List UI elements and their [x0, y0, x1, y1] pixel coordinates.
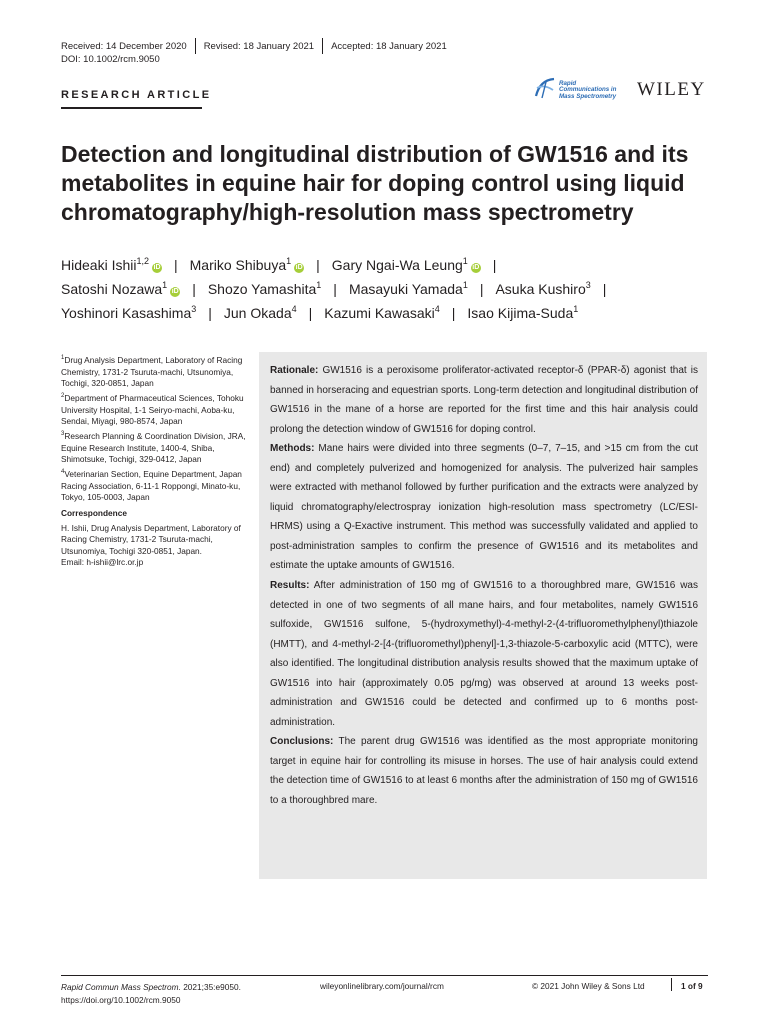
correspondence-text: H. Ishii, Drug Analysis Department, Laboratory of Racing Chemistry, 1731-2 Tsuruta-machi, Utsunomiya, Tochigi 320-0851, Japan. Email: h-ishii@lrc.or.jp — [61, 523, 251, 569]
author[interactable]: Satoshi Nozawa$^1$iD — [61, 280, 179, 297]
orcid-icon[interactable]: iD — [153, 264, 161, 271]
abstract-results: Results: After administration of 150 mg of GW1516 to a thoroughbred mare, GW1516 was detected in one of two segments of all mane hairs, and four metabolites, namely GW1516 sulfoxide, GW1516 sulfone, 5-(hydroxymethyl)-4-methyl-2-(4-trifluoromethylphenyl)thiazole (HMTT), and 4-methyl-2-[4-(trifluoromethyl)phenyl]-1,3-thiazole-5-carboxylic acid (MTTC), were also identified. The longitudinal distribution analysis results showed that the maximum uptake of GW1516 into hair (approximately 0.05 pg/mg) was observed at around 13 weeks post-administration and GW1516 could be detected and confirmed up to 6 months post-administration. — [270, 580, 698, 728]
author[interactable]: Shozo Yamashita$^1$ — [207, 280, 322, 297]
author-separator: | — [602, 281, 607, 297]
abstract-conclusions: Conclusions: The parent drug GW1516 was identified as the most appropriate monitoring target in equine hair for controlling its misuse in horses. The use of hair analysis could extend the detection time of GW1516 to at least 6 months after the administration of 150 mg of GW1516 to a thoroughbred mare. — [270, 736, 698, 807]
section-underline — [61, 107, 202, 109]
abstract-box — [259, 352, 707, 879]
divider — [322, 38, 323, 54]
author[interactable]: Mariko Shibuya$^1$iD — [189, 256, 303, 273]
section-label: RESEARCH ARTICLE — [61, 89, 212, 101]
author[interactable]: Asuka Kushiro$^3$ — [495, 280, 591, 297]
author[interactable]: Hideaki Ishii$^{1,2}$iD — [61, 256, 161, 273]
correspondence-email[interactable]: Email: h-ishii@lrc.or.jp — [61, 557, 144, 567]
author-separator: | — [308, 305, 313, 321]
orcid-icon[interactable]: iD — [171, 288, 179, 295]
affiliations — [61, 355, 251, 572]
footer-citation: Rapid Commun Mass Spectrom. 2021;35:e9050. https://doi.org/10.1002/rcm.9050 — [61, 982, 241, 1005]
doi[interactable]: DOI: 10.1002/rcm.9050 — [61, 54, 160, 65]
author[interactable]: Isao Kijima-Suda$^1$ — [467, 304, 579, 321]
affiliation: $^2$Department of Pharmaceutical Sciences, Tohoku University Hospital, 1-1 Seiryo-machi, Aoba-ku, Sendai, Miyagi, 980-8574, Japan — [61, 393, 244, 426]
author[interactable]: Jun Okada$^4$ — [223, 304, 297, 321]
affiliation: $^3$Research Planning & Coordination Division, JRA, Equine Research Institute, 1400-4, Shiba, Shimotsuke, Tochigi, 329-0412, Japan — [61, 431, 246, 464]
author-separator: | — [208, 305, 212, 321]
publisher-logo[interactable]: WILEY — [637, 79, 706, 100]
orcid-icon[interactable]: iD — [295, 264, 303, 271]
author[interactable]: Kazumi Kawasaki$^4$ — [324, 304, 440, 321]
author-separator: | — [492, 257, 497, 273]
divider — [195, 38, 196, 54]
author-separator: | — [174, 257, 178, 273]
author-separator: | — [192, 281, 196, 297]
author-separator: | — [316, 257, 320, 273]
footer-doi-link[interactable]: https://doi.org/10.1002/rcm.9050 — [61, 995, 181, 1005]
footer-site-link[interactable]: wileyonlinelibrary.com/journal/rcm — [320, 981, 444, 991]
author[interactable]: Masayuki Yamada$^1$ — [348, 280, 468, 297]
abstract-rationale: Rationale: GW1516 is a peroxisome proliferator-activated receptor-δ (PPAR-δ) agonist that is banned in horseracing and equestrian sports. Long-term detection and longitudinal distribution of GW1516 in the mane of a horse are reported for the first time and this hair analysis could prolong the detection window of GW1516 for doping control. — [270, 365, 699, 435]
journal-emblem-icon — [534, 76, 556, 105]
author-separator: | — [451, 305, 456, 321]
footer-divider — [671, 978, 672, 991]
author-list — [61, 253, 721, 325]
orcid-icon[interactable]: iD — [472, 264, 480, 271]
page-number: 1 of 9 — [681, 981, 703, 991]
journal-logo[interactable] — [534, 76, 625, 105]
affiliation: $^1$Drug Analysis Department, Laboratory of Racing Chemistry, 1731-2 Tsuruta-machi, Utsunomiya, Tochigi, 320-0851, Japan — [61, 355, 243, 388]
journal-name: Rapid Communications in Mass Spectrometry — [559, 79, 617, 100]
abstract-methods: Methods: Mane hairs were divided into three segments (0–7, 7–15, and >15 cm from the cut end) and completely pulverized and homogenized for analysis. The pulverized hair samples were extracted with methanol followed by further purification and the extracts were analyzed by liquid chromatography/electrospray ionization high-resolution mass spectrometry (LC/ESI-HRMS) using a Q-Exactive instrument. This method was successfully validated and applied to post-administration samples to confirm the presence of GW1516 and its metabolites and estimate the uptake amounts of GW1516. — [270, 443, 698, 572]
author-separator: | — [333, 281, 337, 297]
revised-date: Revised: 18 January 2021 — [203, 40, 315, 52]
footer-copyright: © 2021 John Wiley & Sons Ltd — [532, 981, 645, 991]
author[interactable]: Gary Ngai-Wa Leung$^1$iD — [331, 256, 480, 273]
author-separator: | — [479, 281, 484, 297]
article-title: Detection and longitudinal distribution of GW1516 and its metabolites in equine hair for doping control using liquid chromatography/high-resolution mass spectrometry — [61, 141, 689, 225]
author[interactable]: Yoshinori Kasashima$^3$ — [61, 304, 197, 321]
article-dates — [61, 38, 447, 54]
correspondence-heading: Correspondence — [61, 507, 127, 518]
footer-rule — [61, 975, 708, 976]
affiliation: $^4$Veterinarian Section, Equine Department, Japan Racing Association, 6-11-1 Roppongi, Minato-ku, Tokyo, 105-0003, Japan — [61, 469, 242, 502]
received-date: Received: 14 December 2020 — [61, 40, 187, 52]
accepted-date: Accepted: 18 January 2021 — [331, 40, 447, 52]
